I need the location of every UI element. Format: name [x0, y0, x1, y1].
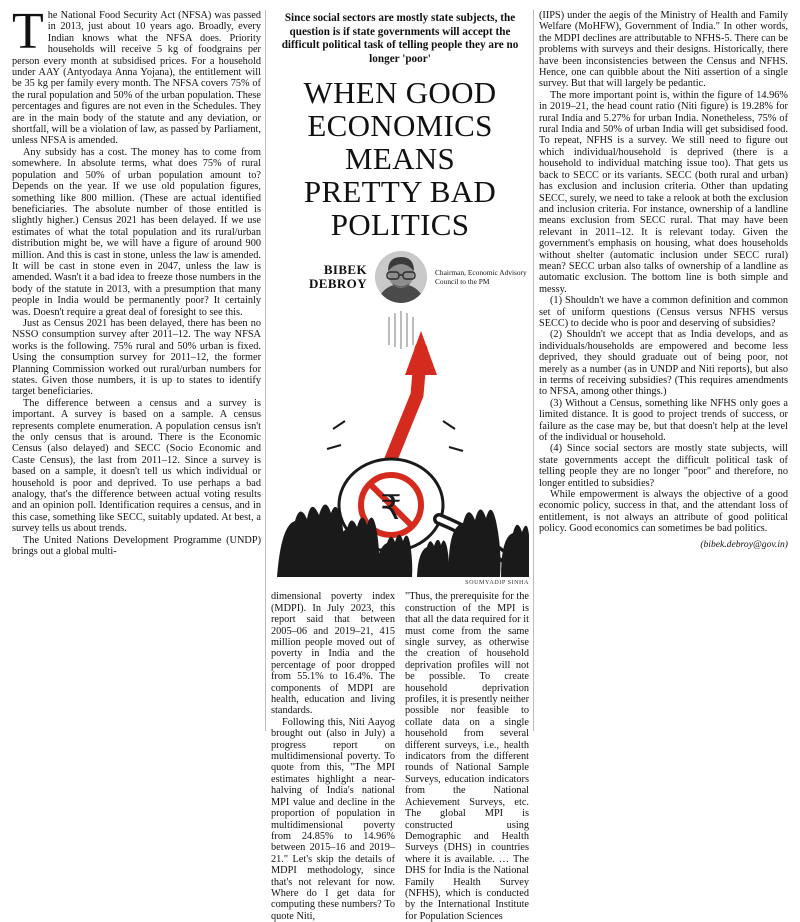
lead-paragraph-block	[12, 3, 261, 147]
middle-subcolumn-right	[405, 591, 529, 922]
paragraph: (2) Shouldn't we accept that as India develops, and as individuals/households are empowered and become less deprived, they should graduate out of being poor, not merely as a number (as in UNDP and Niti reports), but also in terms of receiving subsidies? (This requires amendments to NFSA, among other things.)	[539, 329, 788, 398]
illustration-credit: SOUMYADIP SINHA	[465, 579, 529, 587]
article-kicker: Since social sectors are mostly state subjects, the question is if state governments will accept the difficult political task of telling people they are no longer 'poor'	[281, 12, 519, 65]
paragraph: (1) Shouldn't we have a common definition and common set of uniform questions (Census versus NFHS versus SECC) to decide who is poor and deserving of subsidies?	[539, 295, 788, 329]
paragraph: While empowerment is always the objective of a good economic policy, success in that, and the attendant loss of entitlement, is not always an attribute of good political policy. Good economics can sometimes be bad politics.	[539, 489, 788, 535]
paragraph: (IIPS) under the aegis of the Ministry of Health and Family Welfare (MoHFW), Government of India." In other words, the MDPI declines are attributable to NFHS-5. There can be problems with surveys and their designs. Historically, there have been inconsistencies between the Census and NFHS. Hence, one can quibble about the Niti assertion of a single survey. But that will largely be pedantic.	[539, 10, 788, 90]
author-contact: (bibek.debroy@gov.in)	[700, 538, 788, 550]
author-role: Chairman, Economic Advisory Council to the PM	[435, 268, 527, 287]
left-column	[12, 3, 261, 731]
headline-line-1: WHEN GOOD	[303, 75, 497, 111]
paragraph: dimensional poverty index (MDPI). In July 2023, this report said that between 2005–06 and 2019–21, 415 million people moved out of poverty in India and the percentage of poor dropped from 55.1% to 16.4%. The components of MDPI are health, education and living standards.	[271, 591, 395, 717]
column-divider	[533, 10, 534, 731]
paragraph: The difference between a census and a survey is important. A survey is based on a sample. A census represents complete enumeration. A population census isn't the only census that is around. There is the Economic Census (also delayed) and SECC (Socio Economic and Caste Census), the last from 2011–12. Since a survey is based on a sample, it doesn't tell us which individual or household is poor and deprived. To use perhaps a bad analogy, that's the difference between actual voting results and an opinion poll. Identification requires a census, and in this case, something like SECC, suitably updated. At best, a survey tells us about trends.	[12, 397, 261, 535]
paragraph: (4) Since social sectors are mostly state subjects, will state governments accept the difficult political task of telling people they are no longer "poor" and therefore, no longer entitled to subsidies?	[539, 443, 788, 489]
column-grid	[12, 3, 788, 922]
paragraph: Just as Census 2021 has been delayed, there has been no NSSO consumption survey after 2011–12. The way NFSA works is the following. 75% rural and 50% urban is fixed. Using the consumption survey for 2011–12, the former Planning Commission worked out rural/urban numbers for states. Given those numbers, it is up to states to identify target beneficiaries.	[12, 317, 261, 398]
paragraph: "Thus, the prerequisite for the construction of the MPI is that all the data required for it must come from the same single survey, as otherwise the creation of household deprivation profiles will not be possible. To create household deprivation profiles, it is presently neither possible nor feasible to collate data on a single household from several different surveys, i.e., health indicators from the different rounds of National Sample Surveys, education indicators from the National Achievement Surveys, etc. The global MPI is constructed using Demographic and Health Surveys (DHS) in countries where it is available. … The DHS for India is the National Family Health Survey (NFHS), which is conducted by the International Institute for Population Sciences	[405, 591, 529, 922]
illustration	[271, 309, 529, 577]
paragraph: (3) Without a Census, something like NFHS only goes a limited distance. It is good to project trends of success, or failure as the case may be, but that doesn't help at the level of the individual or household.	[539, 397, 788, 444]
middle-subcolumn-left	[271, 591, 395, 922]
svg-text:₹: ₹	[380, 488, 402, 529]
headline-line-3: PRETTY BAD POLITICS	[303, 174, 497, 243]
right-column	[539, 10, 788, 731]
column-divider	[265, 10, 266, 731]
paragraph: The more important point is, within the figure of 14.96% in 2019–21, the head count ratio (Niti figure) is 19.28% for rural India and 5.27% for urban India. Nonetheless, 75% of rural India and 50% of urban India will get subsidised food. To repeat, NFHS is a survey. We still need to figure out which individual/household is deprived (there is a household to individual matching issue too). That gets us back to SECC or its variants. SECC (both rural and urban) has exclusion and inclusion criteria. Other than updating SECC, surely, we need to take a relook at both the exclusion and inclusion criteria. For instance, ownership of a landline means exclusion from SECC rural. That may have been relevant in 2011–12. It is relevant today. Given the government's emphasis on housing, what does households without shelter (automatic inclusion under SECC rural) mean? SECC urban also talks of ownership of a landline as automatic exclusion. The bottom line is both simple and messy.	[539, 89, 788, 295]
page-title	[271, 76, 529, 241]
paragraph: The United Nations Development Programme (UNDP) brings out a global multi-	[12, 534, 261, 558]
author-first-name: BIBEK	[323, 262, 367, 278]
middle-column	[271, 10, 529, 922]
author-name	[301, 263, 367, 291]
paragraph: Following this, Niti Aayog brought out (also in July) a progress report on multidimensional poverty. To quote from this, "The MPI estimates highlight a near-halving of India's national MPI value and decline in the proportion of population in multidimensional poverty from 24.85% to 14.96% between 2015–16 and 2019–21." Let's skip the details of MDPI methodology, since that's not relevant for now. Where do I get data for computing these numbers? To quote Niti,	[271, 716, 395, 922]
author-last-name: DEBROY	[308, 276, 367, 292]
headline-line-2: ECONOMICS MEANS	[307, 108, 493, 177]
byline	[271, 251, 529, 303]
paragraph: Any subsidy has a cost. The money has to come from somewhere. In absolute terms, what does 75% of rural population and 50% of urban population amount to? Depends on the year. If we use old population figures, something like 800 million. (These are actual identified beneficiaries. The absolute number of those entitled is slightly higher.) Census 2021 has been delayed. If we use estimates of what the total population and its rural/urban distribution might be, we will have a figure of around 900 million. And this is cast in stone, unless the law is amended. It will be cast in stone even in 2047, unless the law is amended. Wasn't it a bad idea to freeze those numbers in the body of the statute in 2013, with a presumption that many people in India would be permanently poor? It certainly was. Doesn't require a great deal of foresight to see this.	[12, 146, 261, 318]
drop-cap: T	[12, 3, 44, 60]
middle-bottom-columns	[271, 591, 529, 922]
avatar	[375, 251, 427, 303]
paragraph: he National Food Security Act (NFSA) was passed in 2013, just about 10 years ago. Broadly, every Indian knows what the NFSA does. Priority households will receive 5 kg of foodgrains per person every month at subsidised prices. For a household under AAY (Antyodaya Anna Yojana), the entitlement will be 35 kg per family every month. The NFSA covers 75% of the rural population and 50% of the urban population. These percentages and figures are not even in the Schedules. They are in the main body of the statute and any deviation, or shortfall, will be a violation of law, as passed by Parliament, unless NFSA is amended.	[12, 10, 261, 147]
